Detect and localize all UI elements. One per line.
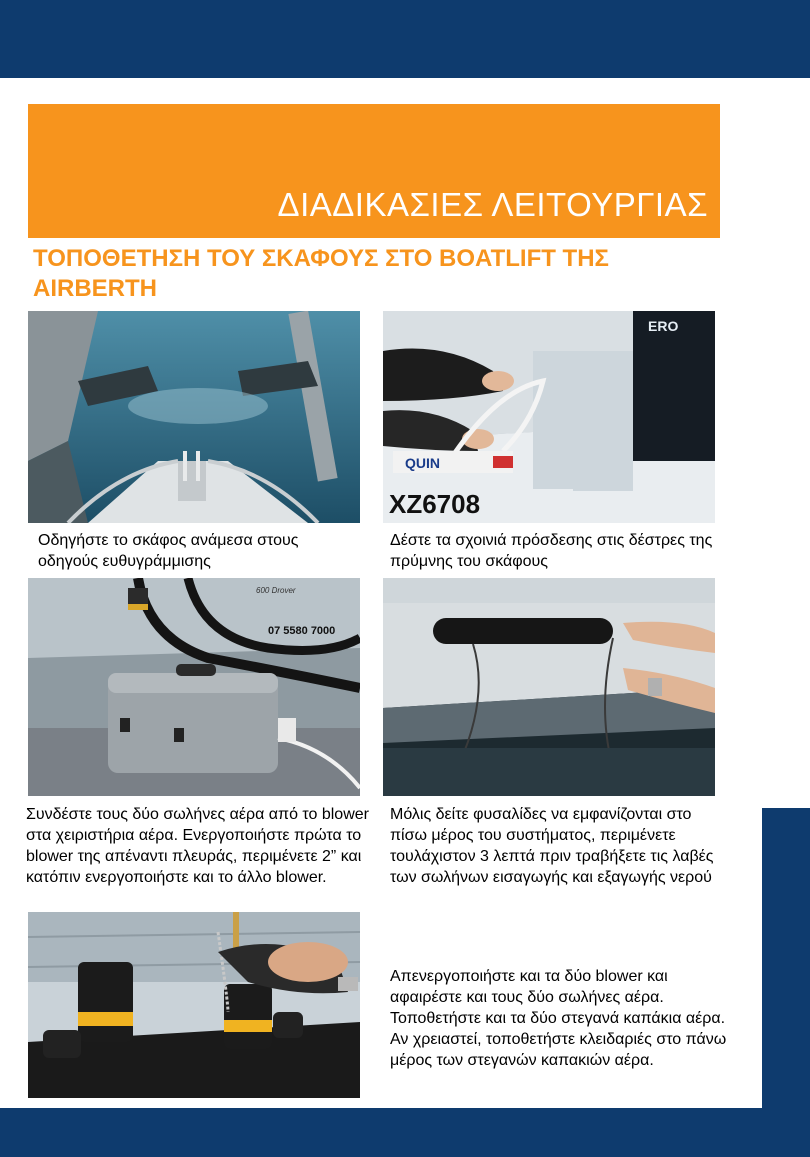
hull-decal-text: QUIN	[405, 455, 440, 471]
right-frame-band	[762, 808, 810, 1108]
photo-air-caps	[28, 912, 360, 1098]
caption-step-2: Δέστε τα σχοινιά πρόσδεσης στις δέστρες της πρύμνης του σκάφους	[390, 532, 713, 570]
caption-step-5: Απενεργοποιήστε και τα δύο blower και αφαιρέστε και τους δύο σωλήνες αέρα. Τοποθετήστε και τα δύο στεγανά καπάκια αέρα. Αν χρειαστεί, τοποθετήστε κλειδαριές στο πάνω μέρος των στεγανών καπακιών αέρα.	[390, 968, 727, 1069]
boat-phone-text: 07 5580 7000	[268, 625, 336, 637]
photo-tying-ropes	[383, 311, 715, 523]
top-frame	[0, 0, 810, 78]
hull-registration-text: XZ6708	[389, 489, 481, 519]
caption-step-1: Οδηγήστε το σκάφος ανάμεσα στους οδηγούς ευθυγράμμισης	[38, 532, 299, 570]
boat-model-text: 600 Drover	[256, 586, 296, 595]
page-title: ΔΙΑΔΙΚΑΣΙΕΣ ΛΕΙΤΟΥΡΓΙΑΣ	[277, 186, 708, 223]
caption-step-3: Συνδέστε τους δύο σωλήνες αέρα από το blower στα χειριστήρια αέρα. Ενεργοποιήστε πρώτα το blower της απέναντι πλευράς, περιμένετε 2” και κατόπιν ενεργοποιήστε και το άλλο blower.	[26, 806, 369, 886]
photo-boat-guides	[28, 311, 360, 523]
caption-step-4: Μόλις δείτε φυσαλίδες να εμφανίζονται στο πίσω μέρος του συστήματος, περιμένετε τουλάχιστον 3 λεπτά πριν τραβήξετε τις λαβές των σωλήνων εισαγωγής και εξαγωγής νερού	[390, 806, 714, 886]
outboard-brand-text: ERO	[648, 318, 679, 334]
photo-blower-hoses	[28, 578, 360, 796]
title-banner	[28, 104, 720, 238]
photo-bubbles-handles	[383, 578, 715, 796]
bottom-frame	[0, 1108, 810, 1157]
section-subtitle: ΤΟΠΟΘΕΤΗΣΗ ΤΟΥ ΣΚΑΦΟΥΣ ΣΤΟ BOATLIFT ΤΗΣ AIRBERTH	[33, 245, 609, 302]
